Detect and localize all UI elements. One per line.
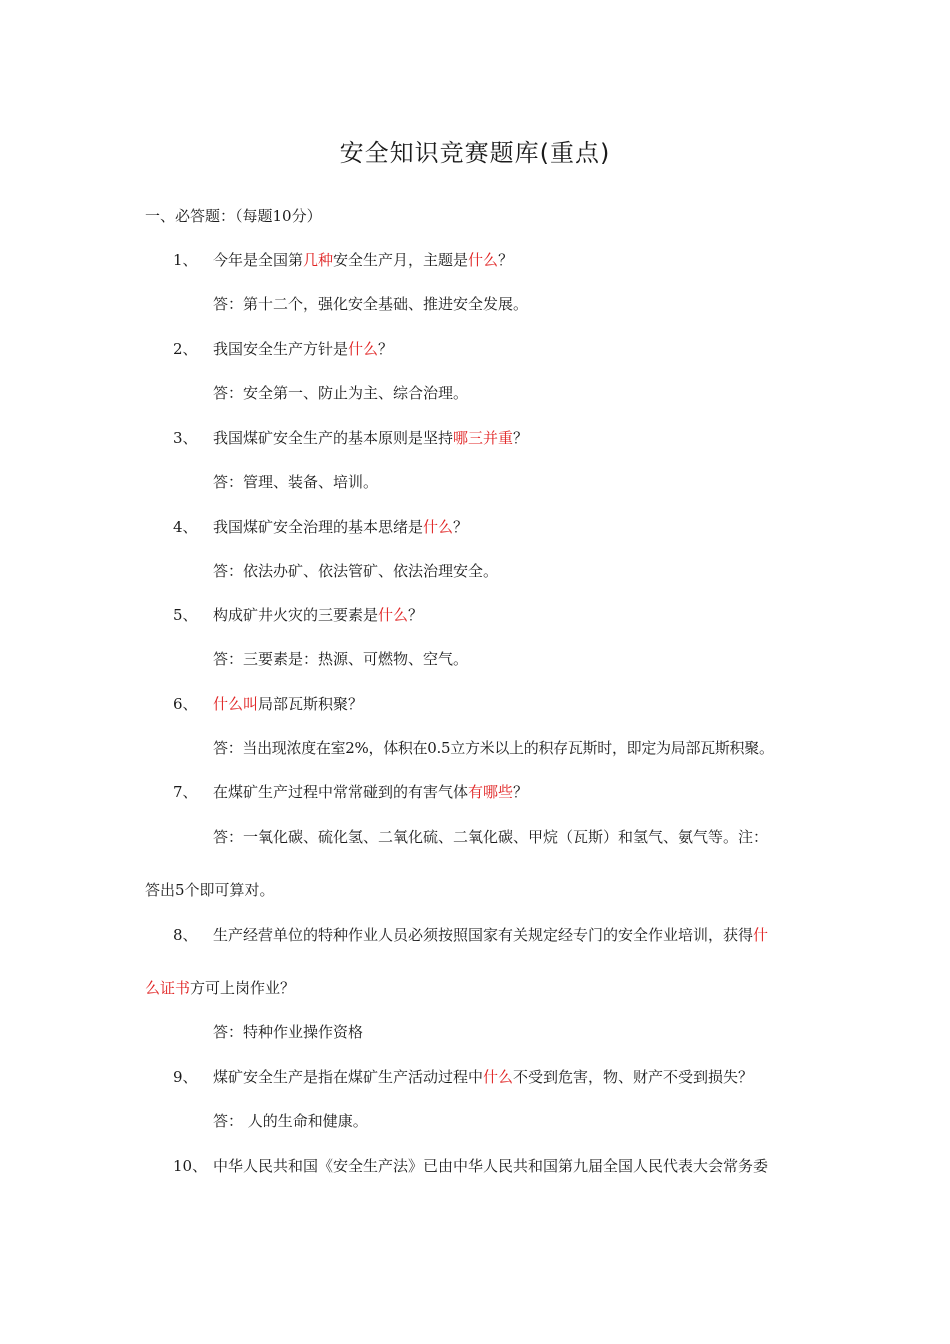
question-3: 3、 我国煤矿安全生产的基本原则是坚持哪三并重？	[173, 429, 529, 447]
question-1: 1、 今年是全国第几种安全生产月，主题是什么？	[173, 251, 514, 269]
question-8-continued: 么证书方可上岗作业？	[145, 979, 296, 997]
question-6: 6、 什么叫局部瓦斯积聚？	[173, 695, 364, 713]
question-number: 8、	[173, 926, 198, 944]
document-title: 安全知识竞赛题库(重点)	[339, 139, 611, 167]
answer-7-continued: 答出5个即可算对。	[145, 881, 275, 899]
question-number: 1、	[173, 251, 198, 269]
question-5: 5、 构成矿井火灾的三要素是什么？	[173, 606, 424, 624]
answer-4: 答：依法办矿、依法管矿、依法治理安全。	[213, 562, 499, 580]
question-7: 7、 在煤矿生产过程中常常碰到的有害气体有哪些？	[173, 783, 529, 801]
answer-1: 答：第十二个，强化安全基础、推进安全发展。	[213, 295, 529, 313]
answer-5: 答：三要素是：热源、可燃物、空气。	[213, 650, 469, 668]
highlight: 什么	[378, 606, 409, 624]
answer-7: 答：一氧化碳、硫化氢、二氧化硫、二氧化碳、甲烷（瓦斯）和氢气、氨气等。注：	[213, 828, 769, 846]
highlight: 几种	[303, 251, 334, 269]
question-number: 9、	[173, 1068, 198, 1086]
highlight: 么证书	[145, 979, 191, 997]
question-4: 4、 我国煤矿安全治理的基本思绪是什么？	[173, 518, 469, 536]
highlight: 什么	[348, 340, 379, 358]
question-number: 7、	[173, 783, 198, 801]
question-number: 3、	[173, 429, 198, 447]
question-8: 8、 生产经营单位的特种作业人员必须按照国家有关规定经专门的安全作业培训，获得什	[173, 926, 769, 944]
question-2: 2、 我国安全生产方针是什么？	[173, 340, 394, 358]
question-10: 10、 中华人民共和国《安全生产法》已由中华人民共和国第九届全国人民代表大会常务委	[173, 1157, 769, 1175]
question-number: 2、	[173, 340, 198, 358]
answer-6: 答：当出现浓度在室2%，体积在0.5立方米以上的积存瓦斯时，即定为局部瓦斯积聚。	[213, 739, 774, 757]
highlight: 什	[753, 926, 769, 944]
question-number: 6、	[173, 695, 198, 713]
highlight: 什么	[423, 518, 454, 536]
answer-8: 答：特种作业操作资格	[213, 1023, 364, 1041]
question-number: 10、	[173, 1157, 208, 1175]
question-number: 5、	[173, 606, 198, 624]
highlight: 有哪些	[468, 783, 514, 801]
question-number: 4、	[173, 518, 198, 536]
highlight: 什么叫	[213, 695, 259, 713]
highlight: 什么	[468, 251, 499, 269]
highlight: 什么	[483, 1068, 514, 1086]
question-9: 9、 煤矿安全生产是指在煤矿生产活动过程中什么不受到危害，物、财产不受到损失？	[173, 1068, 754, 1086]
highlight: 哪三并重	[453, 429, 514, 447]
answer-9: 答： 人的生命和健康。	[213, 1112, 368, 1130]
answer-3: 答：管理、装备、培训。	[213, 473, 379, 491]
section-heading: 一、必答题：（每题10分）	[145, 207, 322, 225]
answer-2: 答：安全第一、防止为主、综合治理。	[213, 384, 469, 402]
